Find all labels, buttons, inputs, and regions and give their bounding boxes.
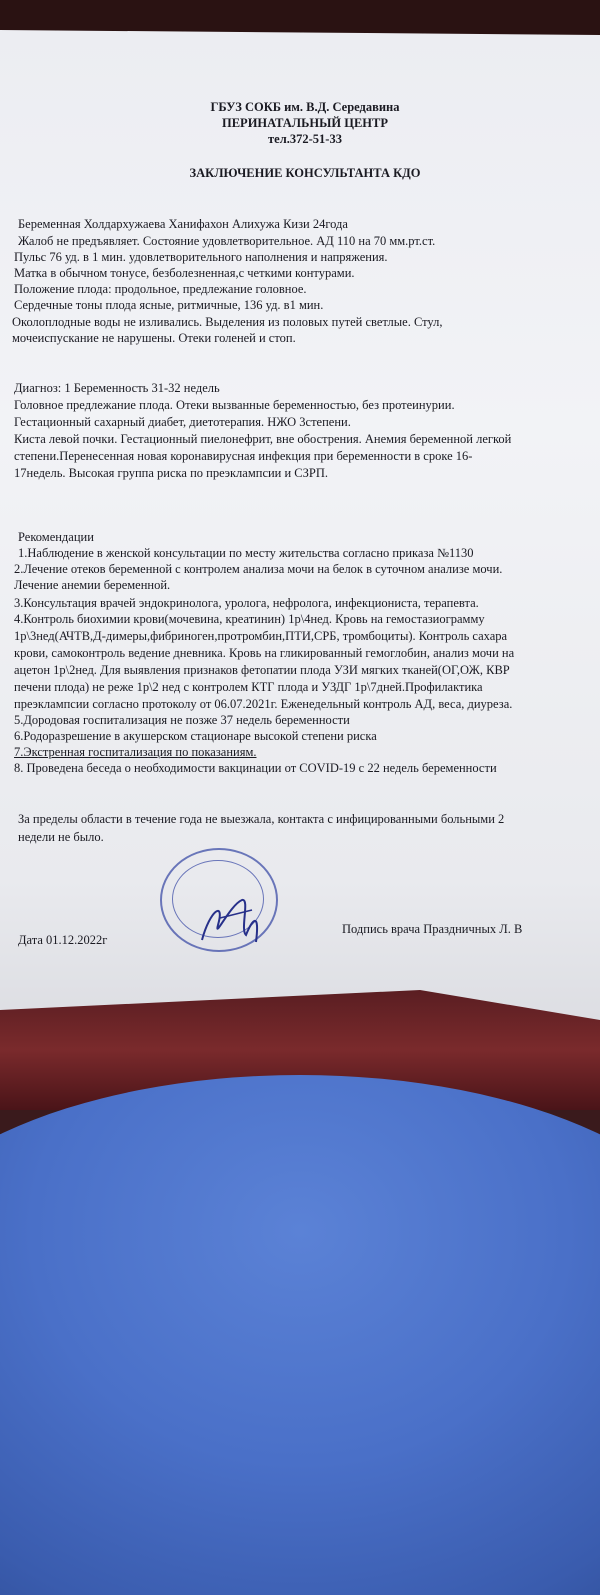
doctor-signature-label: Подпись врача Праздничных Л. В xyxy=(342,922,523,936)
recommendation-line: 1р\3нед(АЧТВ,Д-димеры,фибриноген,протромбин,ПТИ,СРБ, тромбоциты). Контроль сахара xyxy=(14,629,508,643)
diagnosis-line: Головное предлежание плода. Отеки вызванные беременностью, без протеинурии. xyxy=(14,398,455,412)
phone: тел.372-51-33 xyxy=(268,132,342,146)
document-title: ЗАКЛЮЧЕНИЕ КОНСУЛЬТАНТА КДО xyxy=(189,166,421,180)
recommendation-line: Лечение анемии беременной. xyxy=(14,578,171,592)
recommendation-line: 8. Проведена беседа о необходимости вакцинации от COVID-19 с 22 недель беременности xyxy=(14,761,497,775)
exam-line: мочеиспускание не нарушены. Отеки голеней и стоп. xyxy=(12,331,296,345)
exam-line: Положение плода: продольное, предлежание головное. xyxy=(14,282,307,296)
diagnosis-line: 17недель. Высокая группа риска по преэклампсии и СЗРП. xyxy=(14,466,329,480)
document-date: Дата 01.12.2022г xyxy=(18,933,108,947)
center-name: ПЕРИНАТАЛЬНЫЙ ЦЕНТР xyxy=(222,116,388,130)
travel-statement: недели не было. xyxy=(18,830,104,844)
org-name: ГБУЗ СОКБ им. В.Д. Середавина xyxy=(210,100,400,114)
exam-line: Сердечные тоны плода ясные, ритмичные, 136 уд. в1 мин. xyxy=(14,298,324,312)
recommendation-line: 5.Дородовая госпитализация не позже 37 недель беременности xyxy=(14,713,350,727)
recommendation-line: 6.Родоразрешение в акушерском стационаре высокой степени риска xyxy=(14,729,377,743)
signature-icon xyxy=(180,880,280,950)
exam-line: Беременная Холдархужаева Ханифахон Алихужа Кизи 24года xyxy=(18,217,348,231)
diagnosis-line: Диагноз: 1 Беременность 31-32 недель xyxy=(14,381,220,395)
recommendations-heading: Рекомендации xyxy=(18,530,94,544)
exam-line: Околоплодные воды не изливались. Выделения из половых путей светлые. Стул, xyxy=(12,315,443,329)
recommendation-line: ацетон 1р\2нед. Для выявления признаков фетопатии плода УЗИ мягких тканей(ОГ,ОЖ, КВР xyxy=(14,663,510,677)
diagnosis-line: степени.Перенесенная новая коронавирусная инфекция при беременности в сроке 16- xyxy=(14,449,473,463)
travel-statement: За пределы области в течение года не выезжала, контакта с инфицированными больными 2 xyxy=(18,812,505,826)
exam-line: Матка в обычном тонусе, безболезненная,с четкими контурами. xyxy=(14,266,355,280)
recommendation-line: 3.Консультация врачей эндокринолога, уролога, нефролога, инфекциониста, терапевта. xyxy=(14,596,479,610)
recommendation-line: крови, самоконтроль ведение дневника. Кровь на гликированный гемоглобин, анализ мочи на xyxy=(14,646,515,660)
blue-fabric-foreground xyxy=(0,1075,600,1595)
recommendation-line: 7.Экстренная госпитализация по показаниям. xyxy=(14,745,257,759)
recommendation-line: печени плода) не реже 1р\2 нед с контролем КТГ плода и УЗДГ 1р\7дней.Профилактика xyxy=(14,680,483,694)
exam-line: Жалоб не предъявляет. Состояние удовлетворительное. АД 110 на 70 мм.рт.ст. xyxy=(18,234,436,248)
recommendation-line: 1.Наблюдение в женской консультации по месту жительства согласно приказа №1130 xyxy=(18,546,474,560)
recommendation-line: преэклампсии согласно протоколу от 06.07.2021г. Еженедельный контроль АД, веса, диуреза. xyxy=(14,697,513,711)
recommendation-line: 4.Контроль биохимии крови(мочевина, креатинин) 1р\4нед. Кровь на гемостазиограмму xyxy=(14,612,485,626)
diagnosis-line: Киста левой почки. Гестационный пиелонефрит, вне обострения. Анемия беременной легкой xyxy=(14,432,512,446)
exam-line: Пульс 76 уд. в 1 мин. удовлетворительного наполнения и напряжения. xyxy=(14,250,388,264)
recommendation-line: 2.Лечение отеков беременной с контролем анализа мочи на белок в суточном анализе мочи. xyxy=(14,562,503,576)
diagnosis-line: Гестационный сахарный диабет, диетотерапия. НЖО 3степени. xyxy=(14,415,351,429)
